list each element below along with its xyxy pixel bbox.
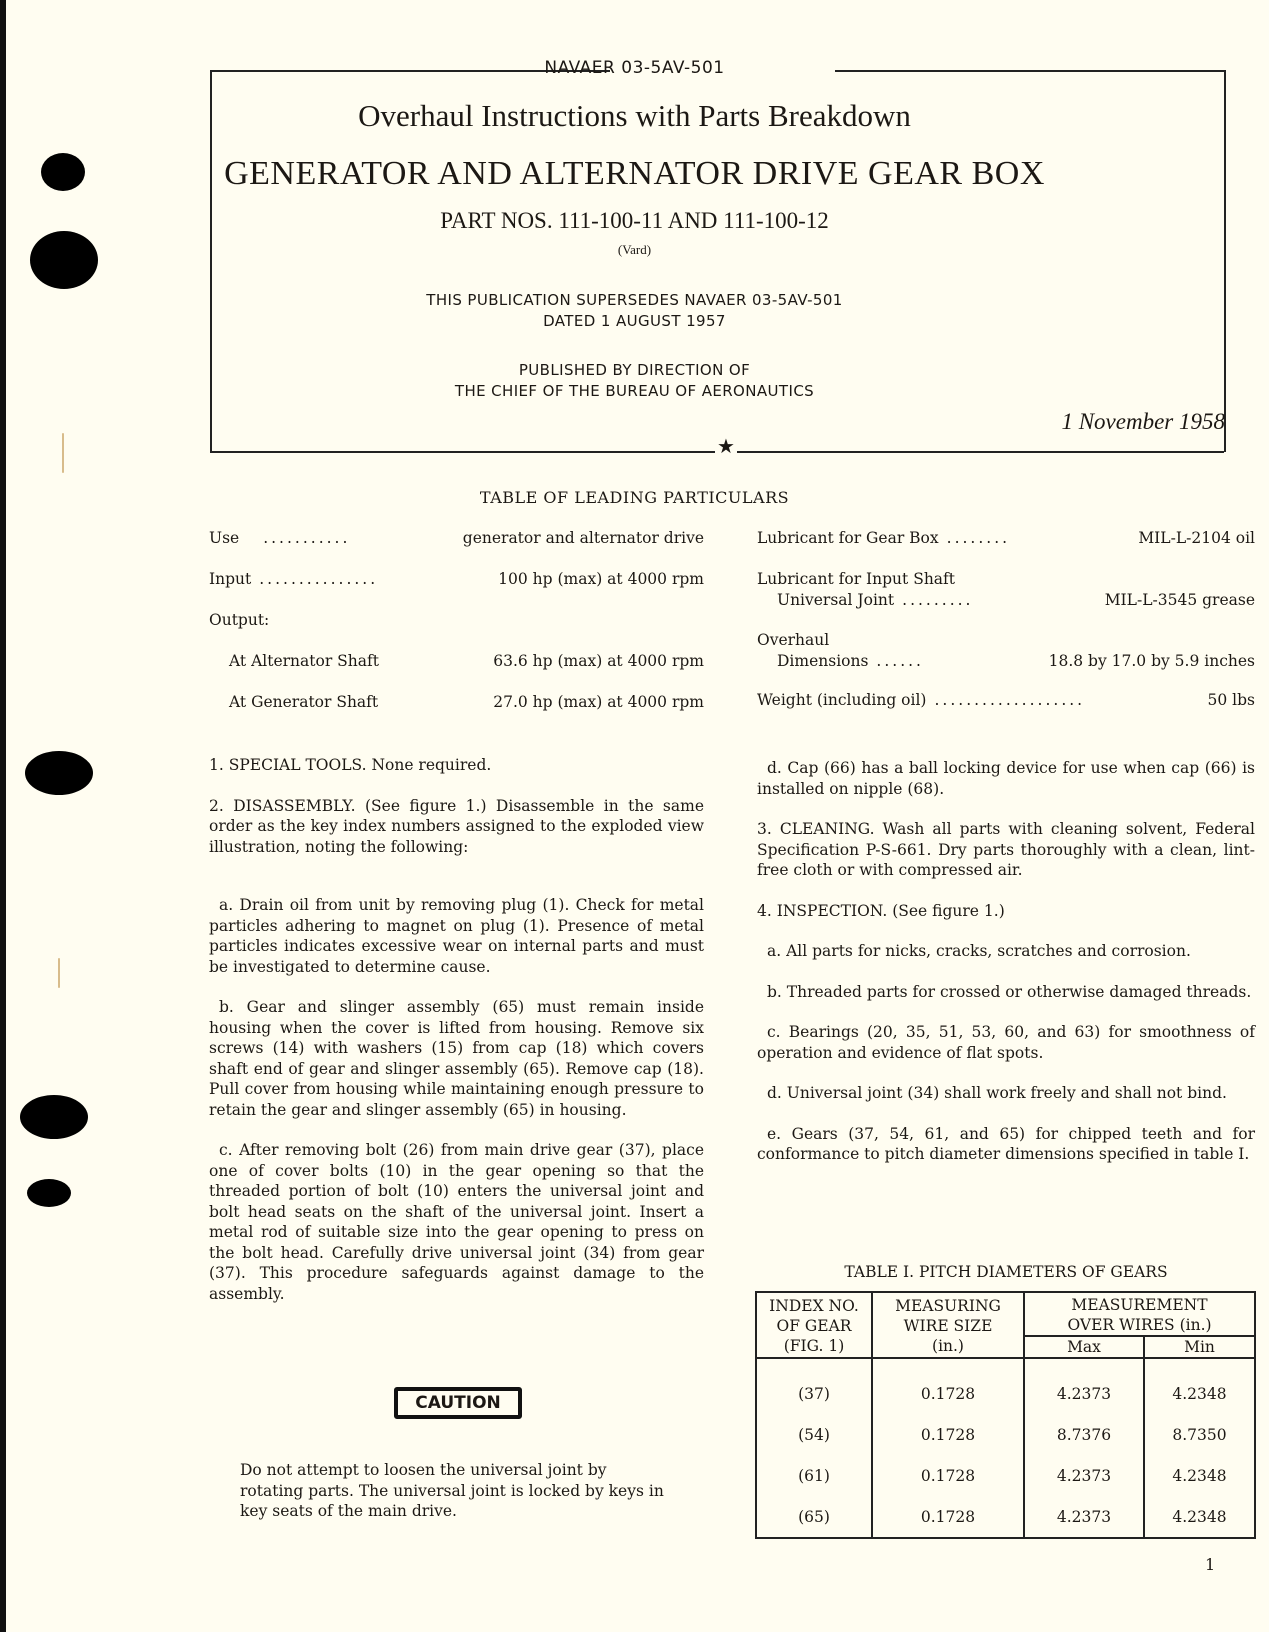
disassembly-step-d: d. Cap (66) has a ball locking device for use when cap (66) is installed on nipple (68). (757, 759, 1255, 798)
paper-stain (58, 958, 60, 988)
disassembly-step-c: c. After removing bolt (26) from main drive gear (37), place one of cover bolts (10) in the gear opening so that the threaded portion of bolt (10) enters the universal joint and bolt head seats on the shaft of the universal joint. Insert a metal rod of suitable size into the gear opening to press on the bolt head. Carefully drive universal joint (34) from gear (37). This procedure safeguards against damage to the assembly. (209, 1141, 704, 1303)
caution-banner (390, 1383, 526, 1423)
published-line-1: PUBLISHED BY DIRECTION OF (518, 361, 751, 379)
particular-weight: Weight (including oil) ................... 50 lbs (757, 691, 1255, 709)
disassembly-step-a: a. Drain oil from unit by removing plug (1). Check for metal particles adhering to magnet on plug (1). Presence of metal particles indicates excessive wear on internal parts and must be investigated to determine cause. (209, 896, 704, 976)
punch-hole (30, 231, 98, 289)
right-column (757, 758, 1255, 1165)
caution-label: CAUTION (394, 1387, 522, 1419)
table-1-title: TABLE I. PITCH DIAMETERS OF GEARS (844, 1263, 1168, 1281)
page-number: 1 (1205, 1555, 1216, 1574)
disassembly-step-b: b. Gear and slinger assembly (65) must remain inside housing when the cover is lifted from housing. Remove six screws (14) with washers (15) from cap (18) which covers shaft end of gear and slinger assembly (65). Remove cap (18). Pull cover from housing while maintaining enough pressure to retain the gear and slinger assembly (65) in housing. (209, 998, 704, 1119)
header-bottom-rule (210, 451, 715, 453)
particular-alternator-shaft: At Alternator Shaft 63.6 hp (max) at 4000 rpm (229, 652, 704, 670)
published-line-2: THE CHIEF OF THE BUREAU OF AERONAUTICS (454, 382, 815, 400)
particular-generator-shaft: At Generator Shaft 27.0 hp (max) at 4000 rpm (229, 693, 704, 711)
paper-stain (62, 433, 64, 473)
punch-hole (20, 1095, 88, 1139)
caution-text: Do not attempt to loosen the universal joint by rotating parts. The universal joint is locked by keys in key seats of the main drive. (240, 1461, 664, 1520)
star-icon: ★ (717, 434, 735, 458)
supersedes-line-2: DATED 1 AUGUST 1957 (543, 312, 726, 330)
particular-output: Output: (209, 611, 270, 629)
leading-particulars-left (209, 528, 704, 733)
table-row: (54) 0.1728 8.7376 8.7350 (756, 1414, 1255, 1455)
manufacturer: (Vard) (617, 242, 652, 257)
table-row: (61) 0.1728 4.2373 4.2348 (756, 1455, 1255, 1496)
published-by (0, 360, 1269, 402)
particular-uj-lubricant: Lubricant for Input Shaft Universal Joint ......... MIL-L-3545 grease (757, 570, 1255, 609)
header-max: Max (1024, 1336, 1144, 1358)
section-cleaning: 3. CLEANING. Wash all parts with cleaning solvent, Federal Specification P-S-661. Dry parts thoroughly with a clean, lint-free cloth or with compressed air. (757, 820, 1255, 879)
particular-gearbox-lubricant: Lubricant for Gear Box ........ MIL-L-2104 oil (757, 529, 1255, 547)
inspection-step-e: e. Gears (37, 54, 61, and 65) for chipped teeth and for conformance to pitch diameter dimensions specified in table I. (757, 1124, 1255, 1163)
particular-dimensions: Overhaul Dimensions ...... 18.8 by 17.0 by 5.9 inches (757, 631, 1255, 670)
table-row: (65) 0.1728 4.2373 4.2348 (756, 1496, 1255, 1538)
pitch-diameter-table (755, 1291, 1256, 1539)
section-inspection: 4. INSPECTION. (See figure 1.) (757, 901, 1005, 920)
publication-date: 1 November 1958 (1061, 409, 1225, 434)
supersedes-line-1: THIS PUBLICATION SUPERSEDES NAVAER 03-5AV-501 (426, 291, 843, 309)
header-bottom-rule (737, 451, 1224, 453)
leading-particulars-right (757, 528, 1255, 731)
section-special-tools: 1. SPECIAL TOOLS. None required. (209, 756, 492, 774)
part-numbers: PART NOS. 111-100-11 AND 111-100-12 (440, 208, 829, 233)
leading-particulars-title: TABLE OF LEADING PARTICULARS (479, 488, 790, 507)
table-row: (37) 0.1728 4.2373 4.2348 (756, 1358, 1255, 1414)
inspection-step-a: a. All parts for nicks, cracks, scratches and corrosion. (767, 942, 1191, 960)
particular-use: Use ........... generator and alternator drive (209, 529, 704, 547)
supersedes-notice (0, 290, 1269, 332)
inspection-step-c: c. Bearings (20, 35, 51, 53, 60, and 63) for smoothness of operation and evidence of flat spots. (757, 1023, 1255, 1062)
punch-hole (27, 1179, 71, 1207)
section-disassembly: 2. DISASSEMBLY. (See figure 1.) Disassemble in the same order as the key index numbers assigned to the exploded view illustration, noting the following: (209, 796, 704, 856)
left-column (209, 755, 704, 1304)
header-index-no: INDEX NO. OF GEAR (FIG. 1) (756, 1292, 872, 1358)
header-measurement: MEASUREMENT OVER WIRES (in.) (1024, 1292, 1255, 1336)
header-wire-size: MEASURING WIRE SIZE (in.) (872, 1292, 1024, 1358)
inspection-step-d: d. Universal joint (34) shall work freely and shall not bind. (767, 1084, 1227, 1102)
punch-hole (25, 751, 93, 795)
doc-title: Overhaul Instructions with Parts Breakdown (358, 98, 911, 133)
document-number: NAVAER 03-5AV-501 (544, 58, 725, 78)
particular-input: Input ............... 100 hp (max) at 4000 rpm (209, 570, 704, 588)
header-min: Min (1144, 1336, 1255, 1358)
doc-subject: GENERATOR AND ALTERNATOR DRIVE GEAR BOX (224, 155, 1045, 192)
inspection-step-b: b. Threaded parts for crossed or otherwise damaged threads. (767, 982, 1252, 1001)
